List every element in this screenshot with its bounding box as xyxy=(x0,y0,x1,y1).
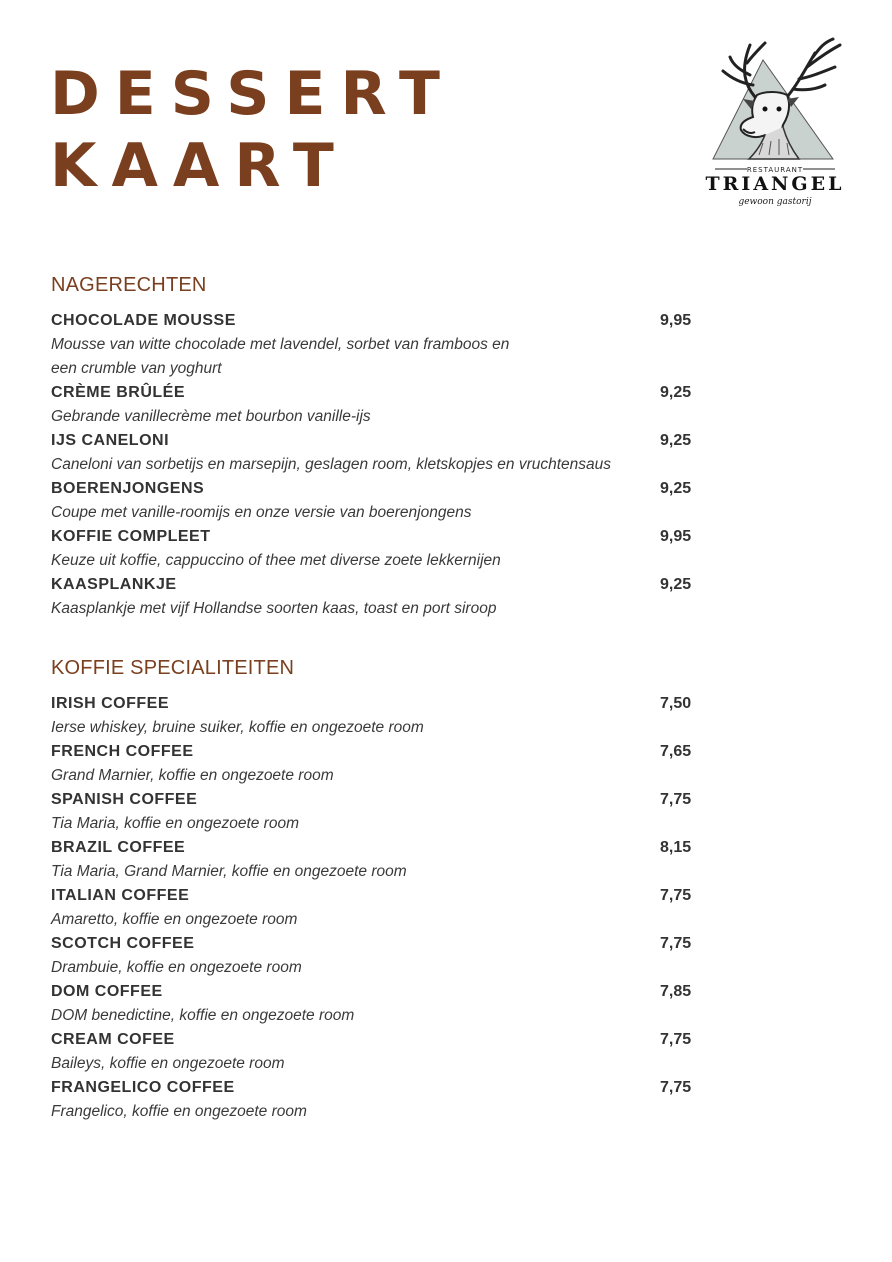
item-price: 7,75 xyxy=(660,1031,692,1048)
item-name: CREAM COFEE xyxy=(51,1031,175,1048)
item-description: Tia Maria, Grand Marnier, koffie en ongezoete room xyxy=(51,863,407,880)
item-price: 7,75 xyxy=(660,1079,692,1096)
nagerechten-list xyxy=(51,309,701,621)
item-description: Gebrande vanillecrème met bourbon vanille-ijs xyxy=(51,408,371,425)
item-price: 9,95 xyxy=(660,312,692,329)
item-description: Tia Maria, koffie en ongezoete room xyxy=(51,815,299,832)
menu-item xyxy=(51,477,701,525)
restaurant-logo xyxy=(695,35,855,210)
item-price: 7,75 xyxy=(660,935,692,952)
menu-item xyxy=(51,309,701,381)
item-name: CRÈME BRÛLÉE xyxy=(51,384,186,401)
koffie-specialiteiten-list xyxy=(51,692,701,1124)
item-description: Frangelico, koffie en ongezoete room xyxy=(51,1103,307,1120)
item-description: Ierse whiskey, bruine suiker, koffie en ongezoete room xyxy=(51,719,424,736)
menu-item xyxy=(51,573,701,621)
menu-item xyxy=(51,525,701,573)
menu-item xyxy=(51,884,701,932)
menu-item xyxy=(51,1028,701,1076)
item-description: Grand Marnier, koffie en ongezoete room xyxy=(51,767,334,784)
item-name: FRENCH COFFEE xyxy=(51,743,194,760)
item-description: Mousse van witte chocolade met lavendel, sorbet van framboos en een crumble van yoghurt xyxy=(51,336,510,377)
item-description: Drambuie, koffie en ongezoete room xyxy=(51,959,302,976)
menu-item xyxy=(51,429,701,477)
item-description: Coupe met vanille-roomijs en onze versie van boerenjongens xyxy=(51,504,472,521)
item-price: 8,15 xyxy=(660,839,692,856)
item-price: 7,50 xyxy=(660,695,692,712)
item-name: KAASPLANKJE xyxy=(51,576,177,593)
logo-small-text: RESTAURANT xyxy=(746,166,804,174)
section-title-koffie-specialiteiten: KOFFIE SPECIALITEITEN xyxy=(51,657,295,679)
item-name: KOFFIE COMPLEET xyxy=(51,528,211,545)
item-name: CHOCOLADE MOUSSE xyxy=(51,312,236,329)
item-description: Kaasplankje met vijf Hollandse soorten kaas, toast en port siroop xyxy=(51,600,497,617)
item-name: BRAZIL COFFEE xyxy=(51,839,186,856)
item-name: IRISH COFFEE xyxy=(51,695,170,712)
deer-head-icon xyxy=(695,35,855,210)
title-line-1: DESSERT xyxy=(50,59,455,129)
menu-item xyxy=(51,980,701,1028)
item-name: SPANISH COFFEE xyxy=(51,791,198,808)
item-name: DOM COFFEE xyxy=(51,983,163,1000)
item-price: 9,25 xyxy=(660,576,692,593)
title-line-2: KAART xyxy=(50,131,349,201)
item-price: 9,95 xyxy=(660,528,692,545)
section-title-nagerechten: NAGERECHTEN xyxy=(51,274,207,296)
menu-item xyxy=(51,788,701,836)
menu-item xyxy=(51,932,701,980)
item-price: 7,65 xyxy=(660,743,692,760)
item-price: 7,75 xyxy=(660,791,692,808)
item-price: 7,75 xyxy=(660,887,692,904)
menu-item xyxy=(51,836,701,884)
item-description: Caneloni van sorbetijs en marsepijn, geslagen room, kletskopjes en vruchtensaus xyxy=(51,456,612,473)
item-description: Amaretto, koffie en ongezoete room xyxy=(51,911,298,928)
page-title xyxy=(50,58,455,202)
menu-item xyxy=(51,740,701,788)
item-description: DOM benedictine, koffie en ongezoete room xyxy=(51,1007,355,1024)
item-price: 9,25 xyxy=(660,384,692,401)
item-description: Keuze uit koffie, cappuccino of thee met diverse zoete lekkernijen xyxy=(51,552,501,569)
item-price: 9,25 xyxy=(660,480,692,497)
item-name: BOERENJONGENS xyxy=(51,480,205,497)
menu-item xyxy=(51,692,701,740)
menu-item xyxy=(51,1076,701,1124)
logo-tagline: gewoon gastorij xyxy=(738,197,812,207)
logo-name: TRIANGEL xyxy=(705,173,845,195)
item-price: 9,25 xyxy=(660,432,692,449)
item-name: FRANGELICO COFFEE xyxy=(51,1079,235,1096)
item-name: IJS CANELONI xyxy=(51,432,170,449)
item-name: SCOTCH COFFEE xyxy=(51,935,195,952)
item-description: Baileys, koffie en ongezoete room xyxy=(51,1055,285,1072)
menu-item xyxy=(51,381,701,429)
item-name: ITALIAN COFFEE xyxy=(51,887,190,904)
item-price: 7,85 xyxy=(660,983,692,1000)
